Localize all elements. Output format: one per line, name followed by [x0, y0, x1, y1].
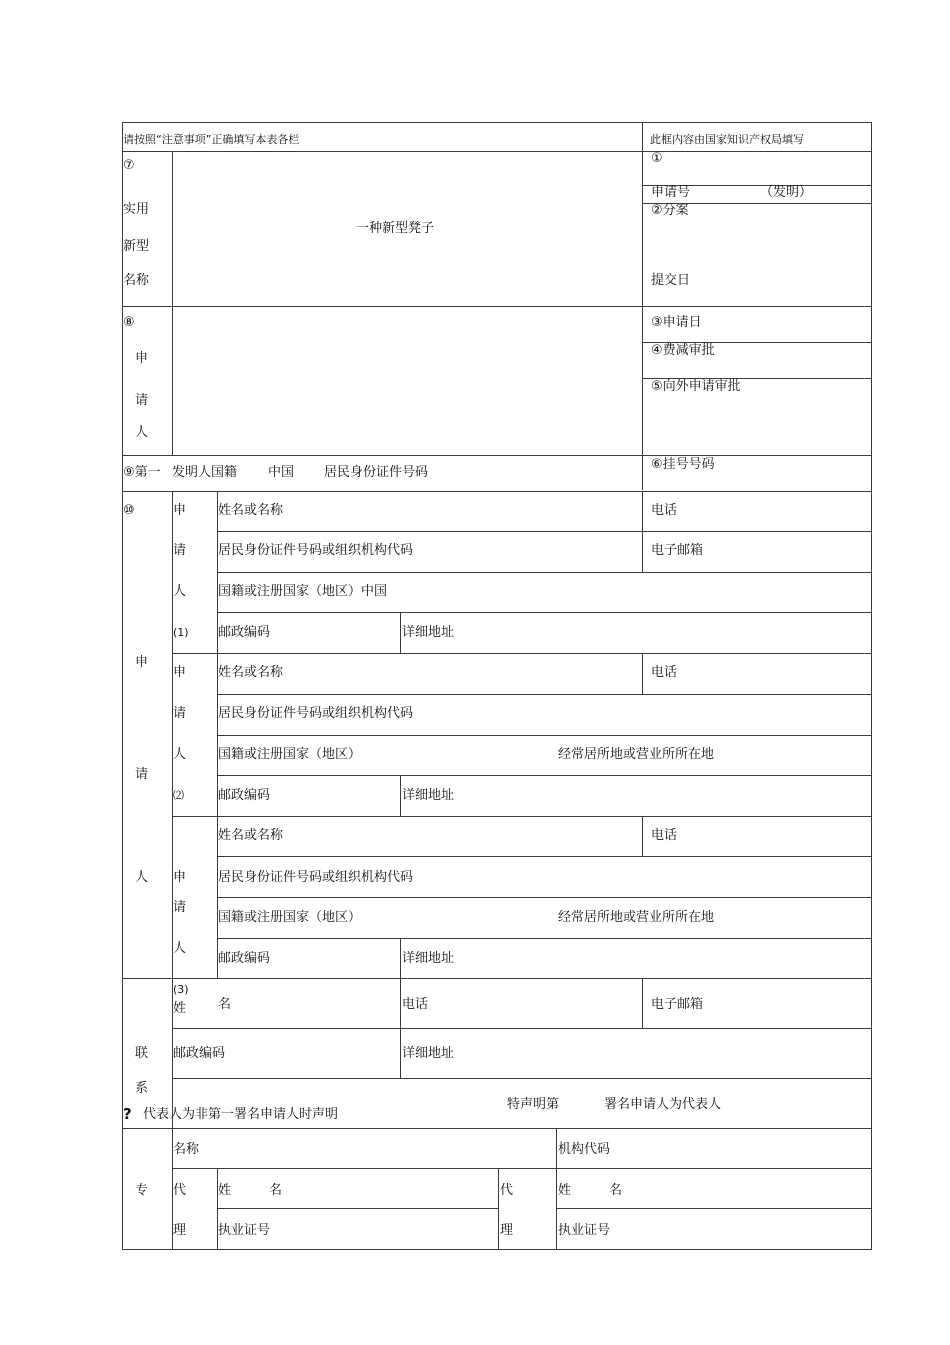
division-label: ②分案 — [651, 203, 689, 218]
applicant3-phone-label: 电话 — [651, 828, 678, 843]
fee-reduction-label: ④费减审批 — [651, 343, 715, 358]
rule — [122, 978, 872, 979]
applicant3-name-label: 姓名或名称 — [218, 828, 284, 843]
rule — [217, 775, 872, 776]
s8-label-3: 人 — [135, 425, 149, 440]
registered-number-label: ⑥挂号号码 — [651, 457, 715, 472]
form-instruction: 请按照“注意事项”正确填写本表各栏 — [123, 133, 300, 146]
invention-label: （发明） — [760, 185, 813, 200]
applicant1-phone-label: 电话 — [651, 503, 678, 518]
rule — [122, 151, 872, 152]
rule — [172, 1078, 872, 1079]
s7-number: ⑦ — [123, 158, 135, 173]
applicant3-address-label: 详细地址 — [402, 951, 455, 966]
rule — [217, 1208, 499, 1209]
office-use-note: 此框内容由国家知识产权局填写 — [650, 133, 804, 146]
rule — [642, 491, 643, 572]
contact-side-2: 系 — [135, 1081, 149, 1096]
applicant3-label-2: 请 — [173, 900, 187, 915]
rule — [642, 653, 643, 694]
s7-label-1: 实用 — [123, 202, 150, 217]
rule — [122, 491, 872, 492]
applicant2-label-3: 人 — [173, 747, 187, 762]
applicant1-label-2: 请 — [173, 543, 187, 558]
applicant1-id-label: 居民身份证件号码或组织机构代码 — [218, 543, 414, 558]
rule — [642, 816, 643, 857]
applicant3-label-3: 人 — [173, 941, 187, 956]
applicant2-address-label: 详细地址 — [402, 788, 455, 803]
agent2-dai-label: 代 — [500, 1183, 514, 1198]
rule — [172, 151, 173, 455]
contact-address-label: 详细地址 — [402, 1046, 455, 1061]
s8-number: ⑧ — [123, 315, 135, 330]
s7-label-3: 名称 — [123, 273, 150, 288]
applicant3-residence-label: 经常居所地或营业所所在地 — [558, 910, 715, 925]
contact-name-label-1: 姓 — [173, 1001, 187, 1016]
foreign-filing-label: ⑤向外申请审批 — [651, 379, 741, 394]
s10-side-2: 请 — [135, 767, 149, 782]
utility-model-name[interactable]: 一种新型凳子 — [356, 221, 435, 236]
application-number-label: 申请号 — [651, 185, 691, 200]
s10-side-1: 申 — [135, 655, 149, 670]
rule — [217, 612, 872, 613]
s9-number: ⑨第一 — [123, 465, 161, 480]
inventor-nationality-value[interactable]: 中国 — [268, 465, 295, 480]
applicant3-index: (3) — [173, 983, 189, 996]
s10-side-3: 人 — [135, 870, 149, 885]
contact-email-label: 电子邮箱 — [651, 997, 704, 1012]
applicant3-nationality-label: 国籍或注册国家（地区） — [218, 910, 362, 925]
s8-label-2: 请 — [135, 393, 149, 408]
contact-name-label-2: 名 — [218, 997, 232, 1012]
inventor-id-label: 居民身份证件号码 — [324, 465, 429, 480]
s8-label-1: 申 — [135, 351, 149, 366]
rule — [122, 1128, 872, 1129]
applicant1-label-3: 人 — [173, 584, 187, 599]
applicant2-label-2: 请 — [173, 706, 187, 721]
agency-name-label: 名称 — [173, 1142, 200, 1157]
declaration-label: 代表人为非第一署名申请人时声明 — [143, 1107, 339, 1122]
rule — [217, 938, 872, 939]
agent1-license-label: 执业证号 — [218, 1223, 271, 1238]
agency-org-code-label: 机构代码 — [558, 1142, 611, 1157]
applicant1-email-label: 电子邮箱 — [651, 543, 704, 558]
applicant3-postal-label: 邮政编码 — [218, 951, 271, 966]
rule — [122, 455, 872, 456]
border-right — [871, 122, 872, 1250]
rule — [172, 653, 872, 654]
rule — [217, 694, 872, 695]
application-date-label: ③申请日 — [651, 315, 702, 330]
applicant2-nationality-label: 国籍或注册国家（地区） — [218, 747, 362, 762]
border-bottom — [122, 1249, 872, 1250]
border-top — [122, 122, 872, 123]
agent2-name-label-2: 名 — [609, 1183, 623, 1198]
rule — [122, 306, 872, 307]
contact-postal-label: 邮政编码 — [173, 1046, 226, 1061]
office-item-1: ① — [651, 151, 663, 166]
rule — [400, 612, 401, 653]
applicant2-id-label: 居民身份证件号码或组织机构代码 — [218, 706, 414, 721]
rule — [172, 816, 872, 817]
applicant1-postal-label: 邮政编码 — [218, 625, 271, 640]
applicant3-label-1: 申 — [173, 870, 187, 885]
applicant3-id-label: 居民身份证件号码或组织机构代码 — [218, 870, 414, 885]
applicant1-nationality: 国籍或注册国家（地区）中国 — [218, 584, 388, 599]
rule — [217, 856, 872, 857]
rule — [400, 775, 401, 816]
agency-side-label: 专 — [135, 1183, 149, 1198]
inventor-nationality-label: 发明人国籍 — [172, 465, 238, 480]
rule — [642, 978, 643, 1028]
applicant1-index: (1) — [173, 626, 189, 639]
contact-phone-label: 电话 — [402, 997, 429, 1012]
agent2-license-label: 执业证号 — [558, 1223, 611, 1238]
rule — [172, 1028, 872, 1029]
applicant1-name-label: 姓名或名称 — [218, 503, 284, 518]
rule — [217, 897, 872, 898]
agent1-li-label: 理 — [173, 1223, 187, 1238]
declaration-text-1: 特声明第 — [507, 1097, 560, 1112]
rule — [172, 1168, 872, 1169]
agent2-name-label-1: 姓 — [558, 1183, 572, 1198]
rule — [217, 735, 872, 736]
declaration-text-2: 署名申请人为代表人 — [604, 1097, 722, 1112]
contact-side-1: 联 — [135, 1046, 149, 1061]
applicant1-label-1: 申 — [173, 503, 187, 518]
applicant2-index: ⑵ — [173, 789, 184, 802]
s7-label-2: 新型 — [123, 239, 150, 254]
agent1-name-label-2: 名 — [269, 1183, 283, 1198]
border-left — [122, 122, 123, 1250]
rule — [217, 572, 872, 573]
applicant2-phone-label: 电话 — [651, 665, 678, 680]
applicant1-address-label: 详细地址 — [402, 625, 455, 640]
submit-date-label: 提交日 — [651, 273, 691, 288]
rule — [217, 531, 872, 532]
applicant2-name-label: 姓名或名称 — [218, 665, 284, 680]
rule — [556, 1208, 872, 1209]
rule — [556, 1128, 557, 1249]
applicant2-postal-label: 邮政编码 — [218, 788, 271, 803]
agent2-li-label: 理 — [500, 1223, 514, 1238]
applicant2-label-1: 申 — [173, 665, 187, 680]
agent1-dai-label: 代 — [173, 1183, 187, 1198]
declaration-mark: ? — [123, 1105, 132, 1123]
s10-number: ⑩ — [123, 503, 135, 518]
applicant2-residence-label: 经常居所地或营业所所在地 — [558, 747, 715, 762]
agent1-name-label-1: 姓 — [218, 1183, 232, 1198]
rule — [400, 938, 401, 979]
